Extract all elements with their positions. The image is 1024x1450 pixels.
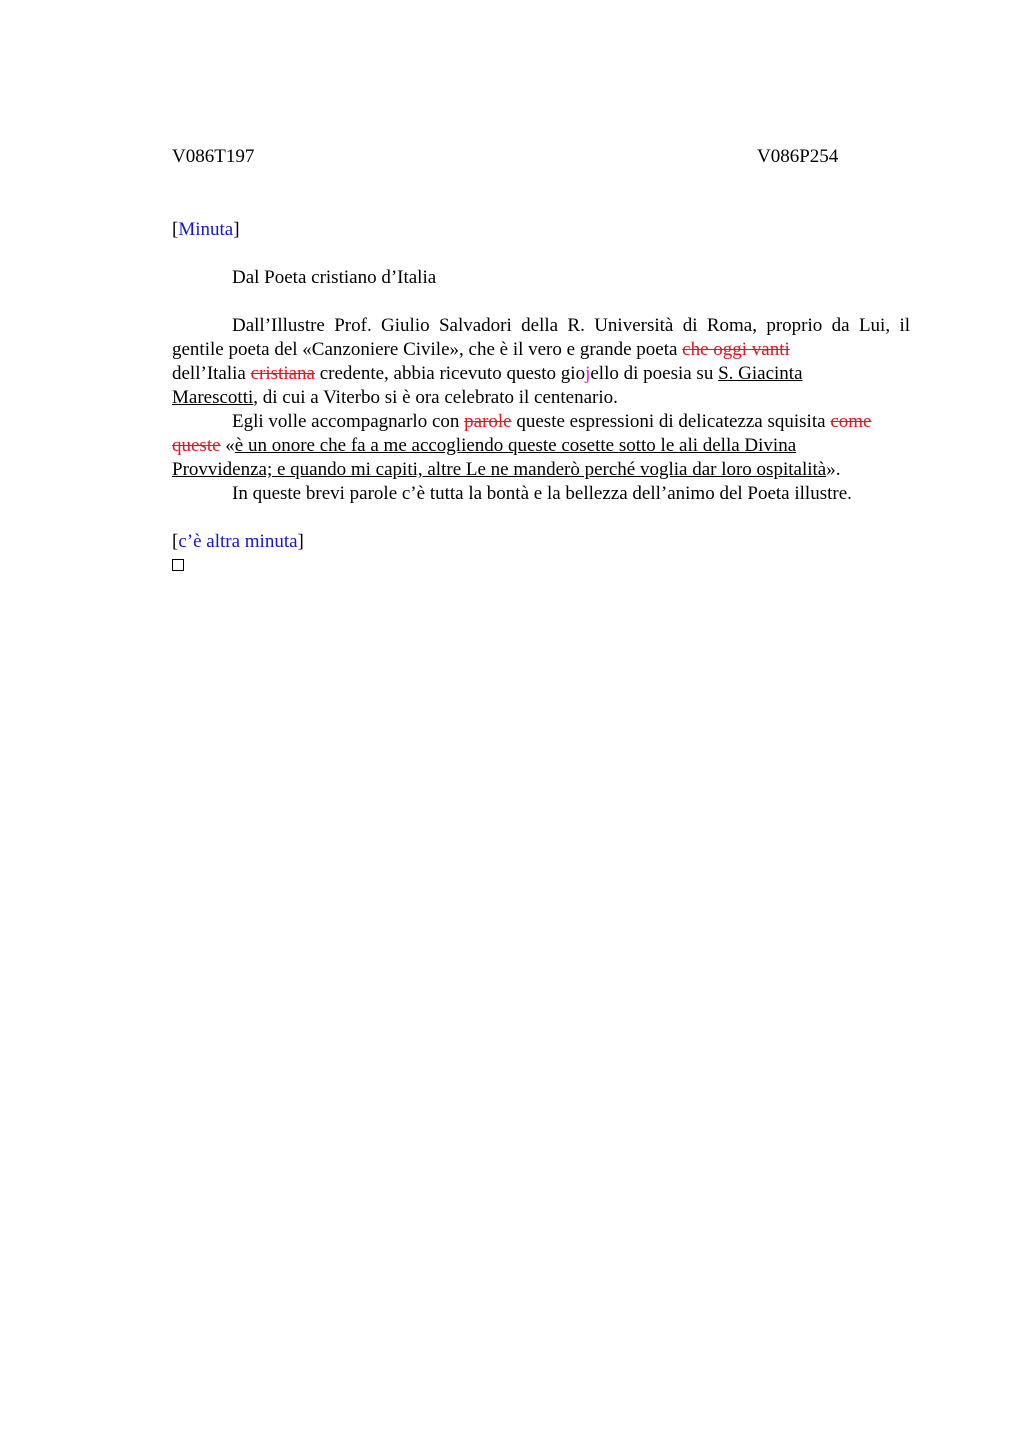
underlined-text: Provvidenza; e quando mi capiti, altre Le ne manderò perché voglia dar loro ospitalità [172,459,827,480]
deleted-text: queste [172,435,221,456]
empty-box-icon [172,559,184,571]
paragraph-1-line-4: Marescotti, di cui a Viterbo si è ora celebrato il centenario. [172,387,618,408]
minuta-note: [Minuta] [172,219,240,240]
underlined-text: è un onore che fa a me accogliendo queste cosette sotto le ali della Divina [234,435,797,456]
paragraph-1-line-1: Dall’Illustre Prof. Giulio Salvadori della R. Università di Roma, proprio da Lui, il [232,315,910,336]
paragraph-2-line-2: queste «è un onore che fa a me accogliendo queste cosette sotto le ali della Divina [172,435,797,456]
right-code: V086P254 [757,146,839,167]
paragraph-1-line-2: gentile poeta del «Canzoniere Civile», che è il vero e grande poeta che oggi vanti [172,339,790,360]
underlined-text: S. Giacinta [718,363,803,384]
left-code: V086T197 [172,146,255,167]
altra-minuta-note: [c’è altra minuta] [172,531,304,552]
checkbox-line [172,554,910,578]
deleted-text: come [830,411,872,432]
minuta-note-text: Minuta [178,219,234,240]
document-title: Dal Poeta cristiano d’Italia [232,267,437,288]
document-page [172,146,910,578]
deleted-text: che oggi vanti [682,339,790,360]
paragraph-2-line-1: Egli volle accompagnarlo con parole queste espressioni di delicatezza squisita come [232,411,872,432]
altra-minuta-note-text: c’è altra minuta [178,531,298,552]
paragraph-3: In queste brevi parole c’è tutta la bontà e la bellezza dell’animo del Poeta illustre. [232,483,852,504]
deleted-text: cristiana [250,363,315,384]
document-header [172,146,910,170]
paragraph-1 [172,314,910,410]
paragraph-1-line-3: dell’Italia cristiana credente, abbia ricevuto questo giojello di poesia su S. Giacinta [172,363,803,384]
deleted-text: parole [464,411,512,432]
paragraph-2-line-3: Provvidenza; e quando mi capiti, altre Le ne manderò perché voglia dar loro ospitalità». [172,459,841,480]
inserted-text: j [585,363,591,384]
underlined-text: Marescotti [172,387,254,408]
paragraph-2 [172,410,910,482]
